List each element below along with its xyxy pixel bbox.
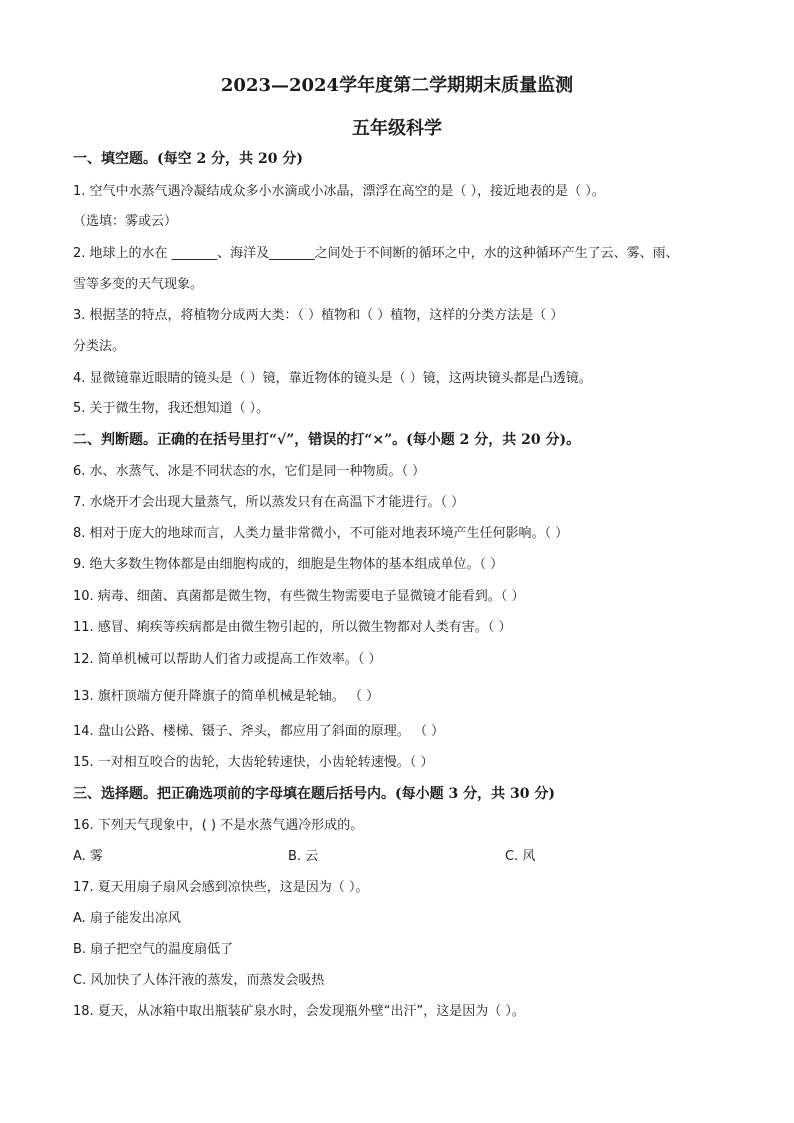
- question-17: 17. 夏天用扇子扇风会感到凉快些，这是因为（ ）。: [73, 880, 369, 895]
- question-3-line-2: 分类法。: [73, 339, 126, 354]
- question-18: 18. 夏天，从冰箱中取出瓶装矿泉水时，会发现瓶外壁“出汗”，这是因为（ ）。: [73, 1004, 525, 1019]
- question-9: 9. 绝大多数生物体都是由细胞构成的，细胞是生物体的基本组成单位。（ ）: [73, 557, 504, 572]
- question-7: 7. 水烧开才会出现大量蒸气，所以蒸发只有在高温下才能进行。（ ）: [73, 495, 465, 510]
- question-17-option-c: C. 风加快了人体汗液的蒸发，而蒸发会吸热: [73, 973, 325, 988]
- question-5: 5. 关于微生物，我还想知道（ ）。: [73, 401, 270, 416]
- exam-title: 2023—2024学年度第二学期期末质量监测: [220, 75, 574, 96]
- question-11: 11. 感冒、痢疾等疾病都是由微生物引起的，所以微生物都对人类有害。（ ）: [73, 620, 512, 635]
- question-8: 8. 相对于庞大的地球而言，人类力量非常微小，不可能对地表环境产生任何影响。（ ）: [73, 526, 569, 541]
- question-15: 15. 一对相互咬合的齿轮，大齿轮转速快，小齿轮转速慢。（ ）: [73, 755, 434, 770]
- question-16: 16. 下列天气现象中，( ) 不是水蒸气遇冷形成的。: [73, 818, 364, 833]
- question-6: 6. 水、水蒸气、冰是不同状态的水，它们是同一种物质。（ ）: [73, 464, 426, 479]
- section-3-heading: 三、选择题。把正确选项前的字母填在题后括号内。(每小题 3 分，共 30 分): [73, 786, 555, 802]
- question-12: 12. 简单机械可以帮助人们省力或提高工作效率。（ ）: [73, 652, 382, 667]
- section-2-heading: 二、判断题。正确的在括号里打“√”，错误的打“×”。(每小题 2 分，共 20 分)。: [73, 432, 581, 448]
- question-16-option-b: B. 云: [288, 849, 319, 864]
- question-16-option-c: C. 风: [505, 849, 536, 864]
- section-1-heading: 一、填空题。(每空 2 分，共 20 分): [73, 151, 303, 167]
- question-3-line-1: 3. 根据茎的特点，将植物分成两大类：（ ）植物和（ ）植物，这样的分类方法是（ ）: [73, 308, 564, 323]
- question-10: 10. 病毒、细菌、真菌都是微生物，有些微生物需要电子显微镜才能看到。（ ）: [73, 589, 525, 604]
- question-2-line-1: 2. 地球上的水在 _______、海洋及_______之间处于不间断的循环之中，水的这种循环产生了云、雾、雨、: [73, 246, 679, 261]
- question-17-option-a: A. 扇子能发出凉风: [73, 911, 181, 926]
- question-2-line-2: 雪等多变的天气现象。: [73, 277, 204, 292]
- question-4: 4. 显微镜靠近眼睛的镜头是（ ）镜，靠近物体的镜头是（ ）镜，这两块镜头都是凸透镜。: [73, 371, 592, 386]
- question-1-line-2: （选填：雾或云）: [73, 214, 178, 229]
- question-17-option-b: B. 扇子把空气的温度扇低了: [73, 942, 234, 957]
- question-16-option-a: A. 雾: [73, 849, 103, 864]
- question-1-line-1: 1. 空气中水蒸气遇冷凝结成众多小水滴或小冰晶，漂浮在高空的是（ ），接近地表的是（ ）。: [73, 184, 605, 199]
- question-13: 13. 旗杆顶端方便升降旗子的简单机械是轮轴。 （ ）: [73, 689, 380, 704]
- question-14: 14. 盘山公路、楼梯、镊子、斧头，都应用了斜面的原理。 （ ）: [73, 724, 445, 739]
- exam-subtitle: 五年级科学: [352, 118, 442, 139]
